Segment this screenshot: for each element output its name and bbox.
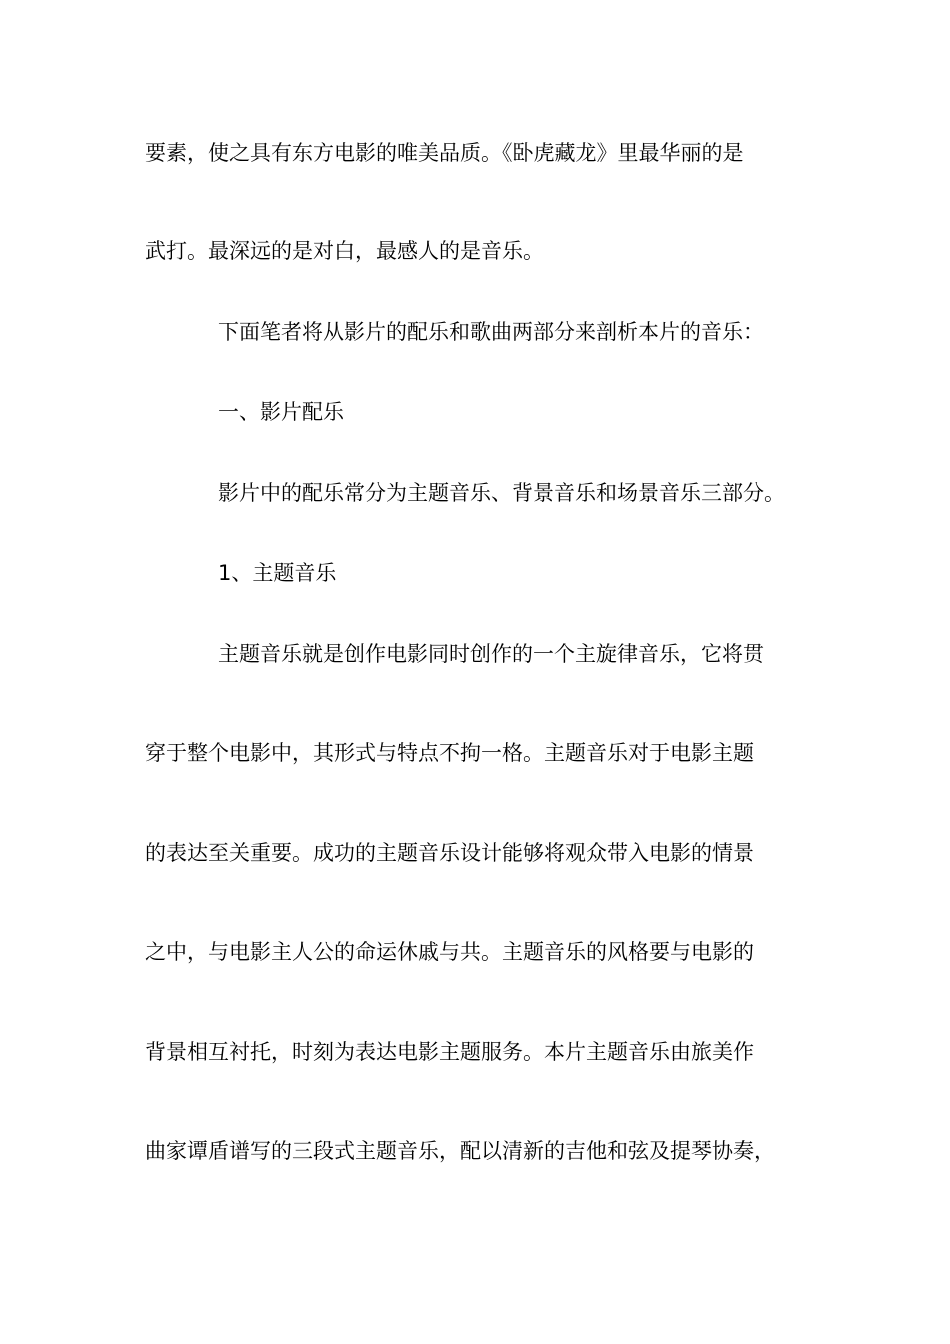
paragraph-line: 之中，与电影主人公的命运休戚与共。主题音乐的风格要与电影的 bbox=[145, 940, 754, 964]
section-heading: 一、影片配乐 bbox=[218, 400, 344, 424]
paragraph-line: 下面笔者将从影片的配乐和歌曲两部分来剖析本片的音乐： bbox=[218, 320, 764, 344]
subsection-heading: 1、主题音乐 bbox=[218, 561, 337, 585]
paragraph-line: 背景相互衬托，时刻为表达电影主题服务。本片主题音乐由旅美作 bbox=[145, 1040, 754, 1064]
paragraph-line: 穿于整个电影中，其形式与特点不拘一格。主题音乐对于电影主题 bbox=[145, 741, 754, 765]
paragraph-line: 的表达至关重要。成功的主题音乐设计能够将观众带入电影的情景 bbox=[145, 841, 754, 865]
paragraph-line: 影片中的配乐常分为主题音乐、背景音乐和场景音乐三部分。 bbox=[218, 481, 785, 505]
paragraph-line: 主题音乐就是创作电影同时创作的一个主旋律音乐，它将贯 bbox=[218, 642, 764, 666]
paragraph-line: 武打。最深远的是对白，最感人的是音乐。 bbox=[145, 239, 544, 263]
paragraph-line: 要素，使之具有东方电影的唯美品质。《卧虎藏龙》里最华丽的是 bbox=[145, 141, 744, 165]
paragraph-line: 曲家谭盾谱写的三段式主题音乐，配以清新的吉他和弦及提琴协奏， bbox=[145, 1139, 775, 1163]
